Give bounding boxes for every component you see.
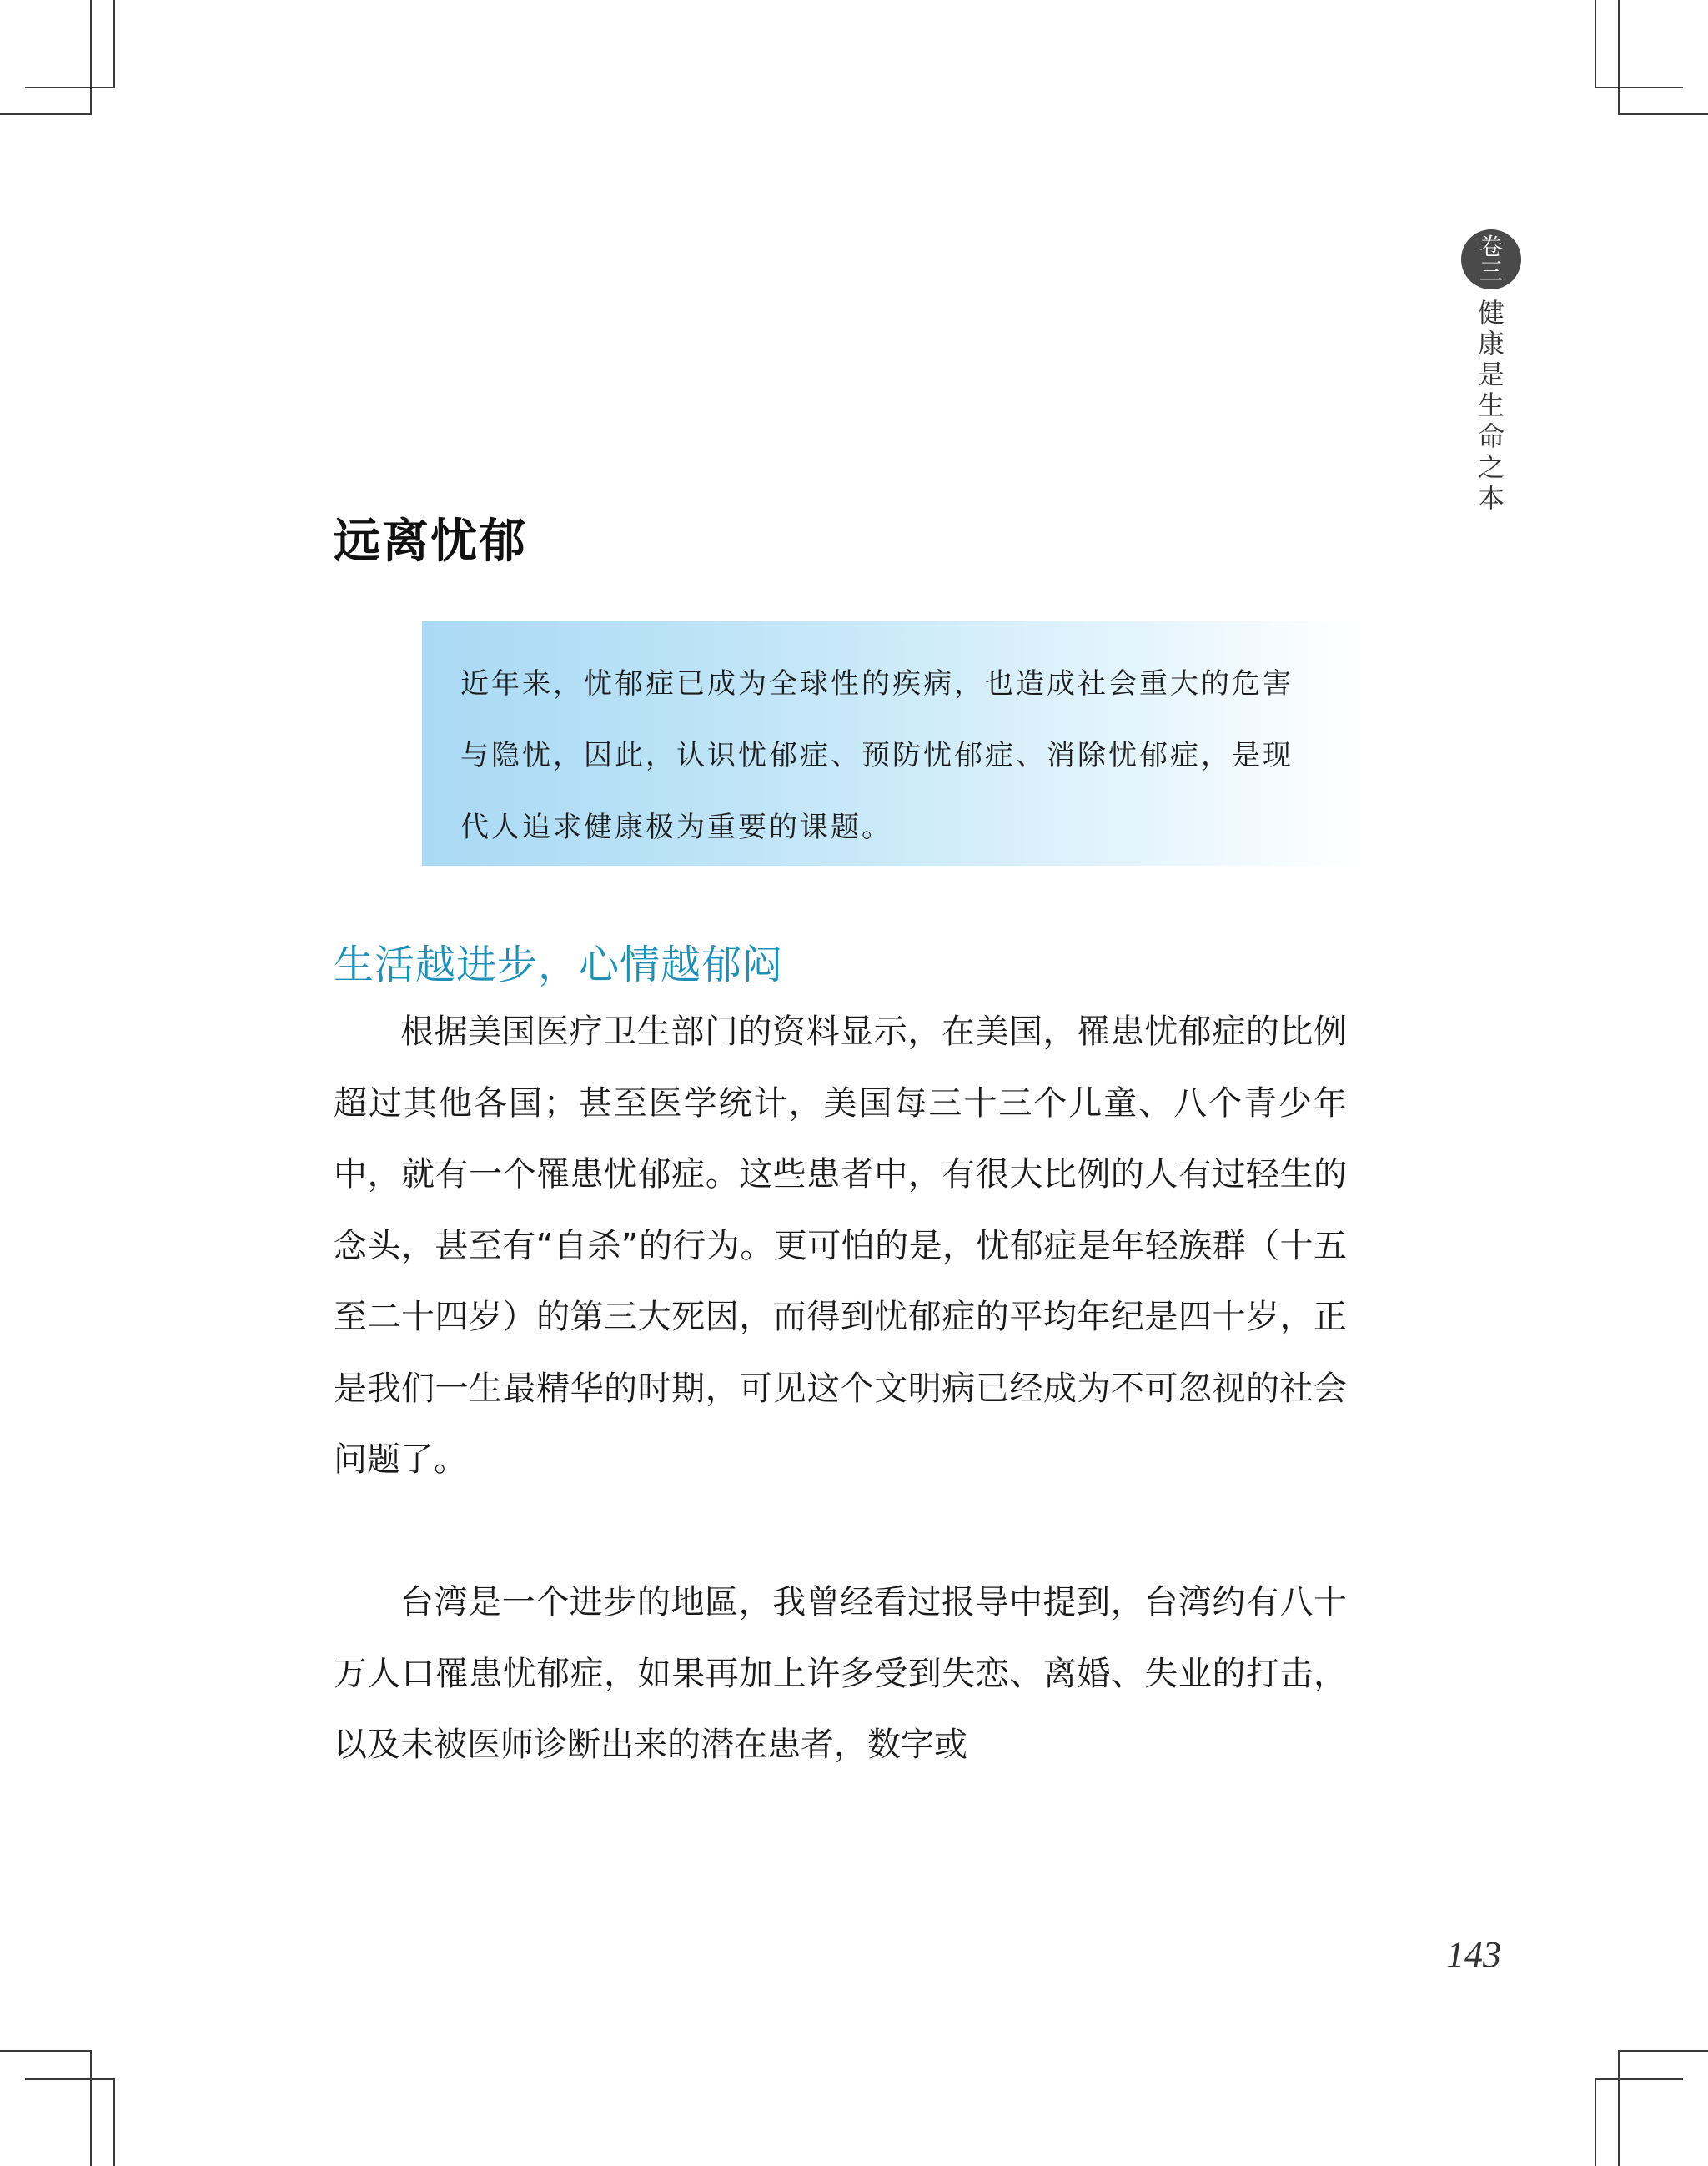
crop-mark <box>0 2050 90 2052</box>
crop-mark <box>1618 2050 1708 2052</box>
volume-char: 三 <box>1479 258 1503 285</box>
crop-mark <box>1618 0 1620 115</box>
crop-mark <box>1595 0 1596 87</box>
crop-mark <box>1618 2050 1620 2166</box>
intro-box <box>422 621 1356 866</box>
section-subheading: 生活越进步，心情越郁闷 <box>334 942 784 988</box>
volume-badge <box>1461 229 1521 289</box>
crop-mark <box>25 87 115 88</box>
crop-mark <box>0 113 90 115</box>
volume-char: 卷 <box>1479 233 1503 260</box>
section-char: 之 <box>1477 451 1505 483</box>
section-char: 生 <box>1477 389 1505 421</box>
page-number: 143 <box>1446 1934 1501 1975</box>
section-char: 康 <box>1477 328 1505 359</box>
intro-line: 与隐忧，因此，认识忧郁症、预防忧郁症、消除忧郁症，是现 <box>460 739 1294 772</box>
crop-mark <box>90 0 92 115</box>
section-char: 健 <box>1477 297 1505 329</box>
section-title-vertical <box>1478 298 1505 514</box>
crop-mark <box>25 2078 115 2080</box>
body-paragraph: 根据美国医疗卫生部门的资料显示，在美国，罹患忧郁症的比例超过其他各国；甚至医学统计，美国每三十三个儿童、八个青少年中，就有一个罹患忧郁症。这些患者中，有很大比例的人有过轻生的念头，甚至有“自杀”的行为。更可怕的是，忧郁症是年轻族群（十五至二十四岁）的第三大死因，而得到忧郁症的平均年纪是四十岁，正是我们一生最精华的时期，可见这个文明病已经成为不可忽视的社会问题了。 <box>334 1013 1347 1479</box>
crop-mark <box>1595 2078 1596 2166</box>
chapter-side-tab <box>1461 229 1521 514</box>
crop-mark <box>113 2078 115 2166</box>
section-char: 本 <box>1477 482 1505 514</box>
crop-mark <box>1618 113 1708 115</box>
crop-mark <box>90 2050 92 2166</box>
intro-line: 代人追求健康极为重要的课题。 <box>460 811 892 844</box>
article-title: 远离忧郁 <box>334 515 527 569</box>
section-char: 是 <box>1477 359 1505 390</box>
intro-line: 近年来，忧郁症已成为全球性的疾病，也造成社会重大的危害 <box>460 667 1294 701</box>
section-char: 命 <box>1477 420 1505 452</box>
crop-mark <box>1595 2078 1683 2080</box>
crop-mark <box>113 0 115 87</box>
body-paragraph: 台湾是一个进步的地區，我曾经看过报导中提到，台湾约有八十万人口罹患忧郁症，如果再加上许多受到失恋、离婚、失业的打击，以及未被医师诊断出来的潜在患者，数字或 <box>334 1583 1347 1764</box>
crop-mark <box>1595 87 1683 88</box>
